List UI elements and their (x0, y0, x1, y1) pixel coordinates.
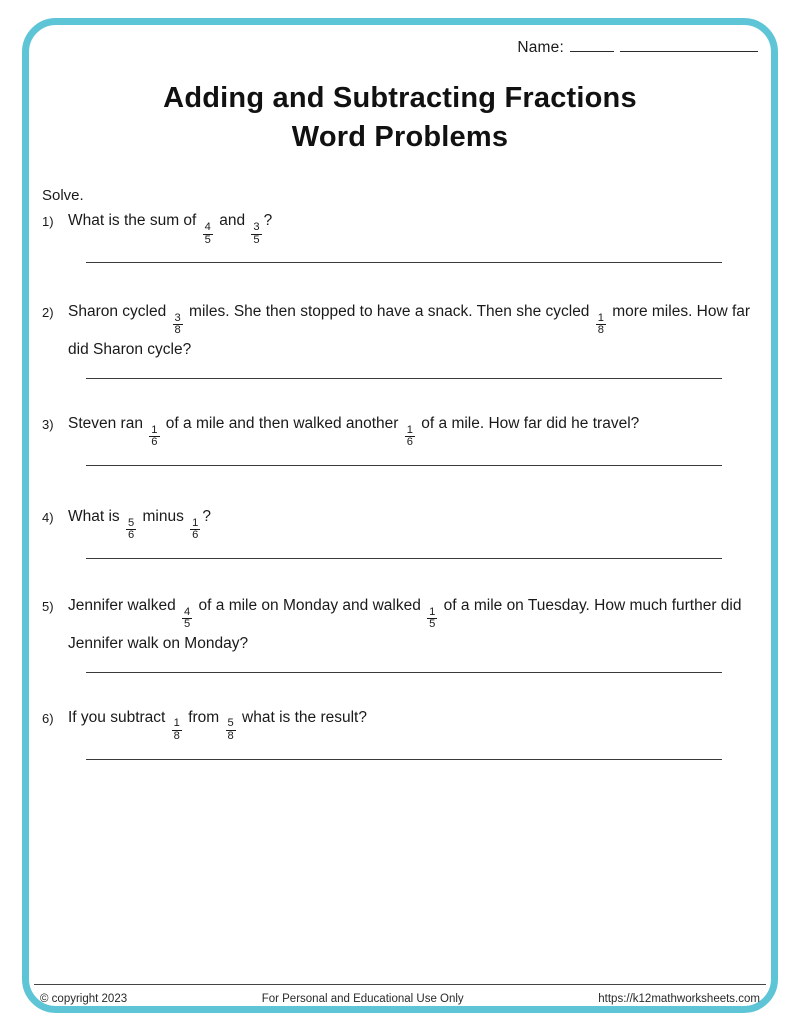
answer-line[interactable] (86, 759, 722, 760)
problem-text-segment: and (214, 212, 250, 230)
fraction (173, 313, 183, 337)
problem-question-line (34, 208, 766, 246)
fraction (226, 718, 236, 742)
problem-text-segment: ? (263, 212, 273, 230)
fraction-numerator: 1 (406, 423, 413, 436)
fraction-numerator: 3 (253, 220, 260, 233)
fraction (427, 607, 437, 631)
fraction-denominator: 5 (253, 233, 260, 246)
problem-text-segment: from (183, 708, 224, 726)
name-blank-long[interactable] (620, 38, 758, 52)
fraction-denominator: 8 (174, 324, 181, 337)
page-footer (34, 984, 766, 1005)
problem-number: 1) (42, 214, 54, 230)
problem-item (34, 705, 766, 760)
fraction-denominator: 5 (204, 233, 211, 246)
problem-text (68, 593, 766, 656)
fraction (172, 718, 182, 742)
fraction-numerator: 4 (204, 220, 211, 233)
fraction (203, 222, 213, 246)
problem-text-segment: ? (202, 507, 212, 525)
problem-number: 4) (42, 509, 54, 525)
problem-number: 3) (42, 417, 54, 433)
name-label: Name: (517, 39, 564, 56)
fraction-numerator: 3 (174, 311, 181, 324)
problem-item (34, 504, 766, 559)
fraction-numerator: 4 (184, 605, 191, 618)
problem-text-segment: minus (138, 507, 189, 525)
answer-line[interactable] (86, 558, 722, 559)
problem-number: 2) (42, 305, 54, 321)
answer-line[interactable] (86, 672, 722, 673)
problem-text-segment: of a mile on Tuesday. How much further did Jennifer walk on Monday? (68, 596, 742, 652)
problem-item (34, 593, 766, 673)
fraction-numerator: 1 (151, 423, 158, 436)
fraction-denominator: 6 (192, 529, 199, 542)
fraction-denominator: 6 (406, 436, 413, 449)
problem-text (68, 411, 766, 449)
problem-text-segment: miles. She then stopped to have a snack. Then she cycled (184, 303, 594, 321)
problem-question-line (34, 593, 766, 656)
fraction-denominator: 6 (127, 529, 135, 542)
problem-text-segment: of a mile on Monday and walked (194, 596, 426, 614)
problem-text-segment: Sharon cycled (68, 303, 171, 321)
fraction (405, 425, 415, 449)
fraction-numerator: 1 (173, 717, 180, 730)
problem-number: 6) (42, 710, 54, 726)
problem-text (68, 705, 766, 743)
problem-text (68, 504, 766, 542)
problem-item (34, 208, 766, 263)
problem-question-line (34, 705, 766, 743)
fraction-numerator: 1 (597, 311, 604, 324)
footer-copyright: © copyright 2023 (40, 993, 128, 1005)
problem-text-segment: What is the sum of (68, 212, 201, 230)
problem-text-segment: what is the result? (237, 708, 367, 726)
answer-line[interactable] (86, 262, 722, 263)
fraction-denominator: 5 (184, 618, 191, 631)
problem-question-line (34, 299, 766, 362)
answer-line[interactable] (86, 465, 722, 466)
name-blank-short[interactable] (570, 38, 614, 52)
fraction-numerator: 1 (429, 605, 436, 618)
name-field-row (34, 38, 766, 57)
fraction (182, 607, 192, 631)
footer-usage-note: For Personal and Educational Use Only (261, 993, 464, 1005)
problem-text-segment: more miles. How far did Sharon cycle? (68, 303, 751, 358)
problem-text-segment: of a mile. How far did he travel? (416, 415, 640, 433)
page-title-line2: Word Problems (291, 121, 509, 154)
fraction (190, 518, 200, 542)
footer-row (34, 993, 766, 1005)
page-title (34, 79, 766, 157)
fraction-denominator: 8 (227, 730, 234, 743)
answer-line[interactable] (86, 378, 722, 379)
fraction (149, 425, 159, 449)
problem-text-segment: Jennifer walked (68, 596, 181, 614)
fraction-numerator: 5 (127, 516, 135, 529)
page-content (34, 26, 766, 1007)
footer-divider (34, 984, 766, 985)
problem-text-segment: of a mile and then walked another (161, 415, 403, 433)
fraction-numerator: 1 (192, 516, 199, 529)
fraction (251, 222, 261, 246)
problem-text (68, 299, 766, 362)
problem-list (34, 208, 766, 759)
problem-question-line (34, 411, 766, 449)
instruction-text: Solve. (42, 187, 84, 205)
problem-item (34, 299, 766, 379)
fraction-numerator: 5 (227, 717, 234, 730)
fraction (596, 313, 606, 337)
fraction-denominator: 5 (429, 618, 436, 631)
fraction-denominator: 6 (151, 436, 158, 449)
problem-text-segment: Steven ran (68, 415, 148, 433)
fraction-denominator: 8 (173, 730, 180, 743)
problem-question-line (34, 504, 766, 542)
problem-number: 5) (42, 598, 54, 614)
problem-text (68, 208, 766, 246)
fraction-denominator: 8 (597, 324, 604, 337)
problem-text-segment: If you subtract (68, 708, 170, 726)
page-title-line1: Adding and Subtracting Fractions (163, 82, 637, 114)
problem-text-segment: What is (68, 507, 124, 525)
footer-url[interactable]: https://k12mathworksheets.com (598, 993, 760, 1005)
fraction (126, 518, 136, 542)
problem-item (34, 411, 766, 466)
